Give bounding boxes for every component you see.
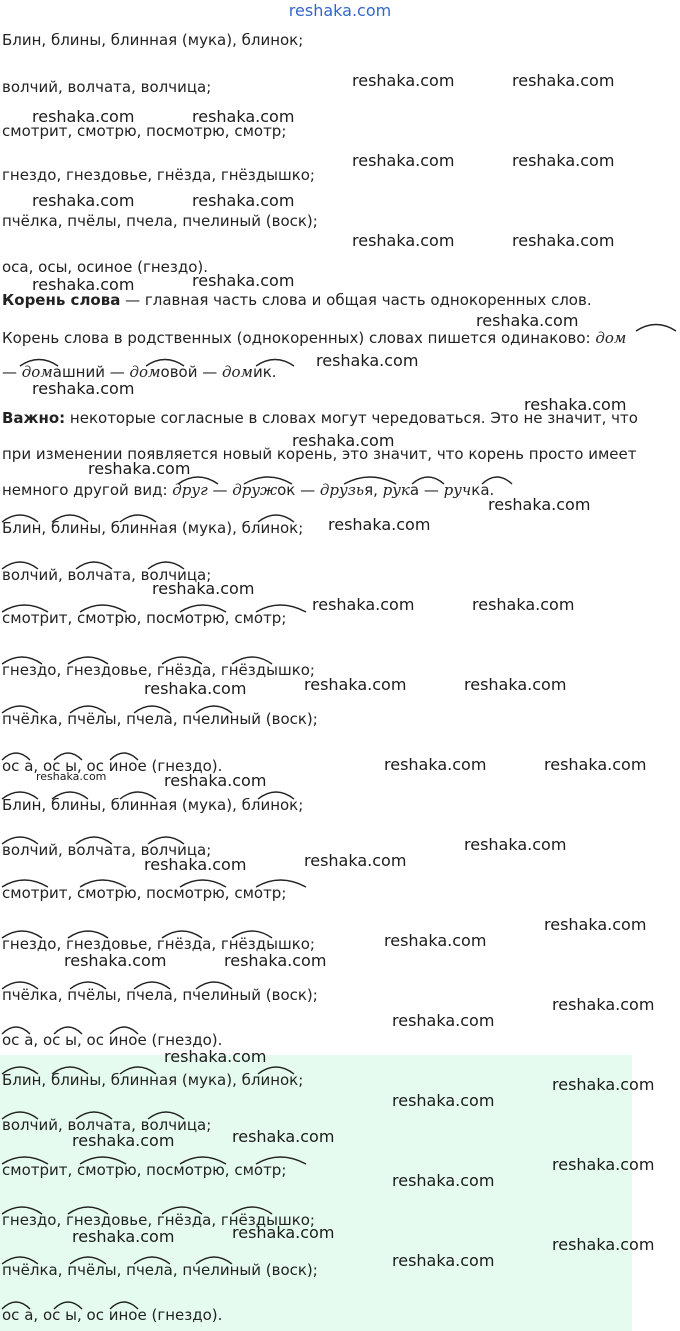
word-line: смотрит, смотрю, посмотрю, смотр; [2,884,287,902]
watermark: reshaka.com [488,495,591,514]
root-example: друг [172,481,208,499]
rule-line-1: Корень слова в родственных (однокоренных) словах пишется одинаково: дом [2,329,627,347]
root-example: дом [129,363,161,381]
watermark: reshaka.com [384,755,487,774]
word-line: гнездо, гнездовье, гнёзда, гнёздышко; [2,166,315,184]
watermark: reshaka.com [72,1131,175,1150]
watermark: reshaka.com [464,835,567,854]
watermark: reshaka.com [544,915,647,934]
word-line: гнездо, гнездовье, гнёзда, гнёздышко; [2,661,315,679]
watermark: reshaka.com [32,107,135,126]
watermark: reshaka.com [552,1075,655,1094]
watermark: reshaka.com [144,855,247,874]
watermark: reshaka.com [472,595,575,614]
word-line: гнездо, гнездовье, гнёзда, гнёздышко; [2,1211,315,1229]
important-line-2: при изменении появляется новый корень, это значит, что корень просто имеет [2,445,637,463]
watermark: reshaka.com [384,931,487,950]
watermark: reshaka.com [72,1227,175,1246]
root-example: дом [595,329,627,347]
word-line: Блин, блины, блинная (мука), блинок; [2,796,304,814]
rule-line-2: — домашний — домовой — домик. [2,363,277,381]
word-line: смотрит, смотрю, посмотрю, смотр; [2,609,287,627]
watermark: reshaka.com [544,755,647,774]
watermark: reshaka.com [32,275,135,294]
word-line: Блин, блины, блинная (мука), блинок; [2,519,304,537]
os-line: ос а, ос ы, ос иное (гнездо). [2,1031,223,1049]
word-line: смотрит, смотрю, посмотрю, смотр; [2,122,287,140]
watermark: reshaka.com [316,351,419,370]
watermark: reshaka.com [192,107,295,126]
important-label: Важно: [2,409,66,427]
word-line: пчёлка, пчёлы, пчела, пчелиный (воск); [2,212,318,230]
watermark: reshaka.com [224,951,327,970]
watermark: reshaka.com [32,191,135,210]
watermark: reshaka.com [476,311,579,330]
word-line: гнездо, гнездовье, гнёзда, гнёздышко; [2,935,315,953]
word-line: волчий, волчата, волчица; [2,566,212,584]
watermark: reshaka.com [304,675,407,694]
word-line: пчёлка, пчёлы, пчела, пчелиный (воск); [2,1261,318,1279]
watermark: reshaka.com [164,1047,267,1066]
root-example: друж [232,481,278,499]
word-line: волчий, волчата, волчица; [2,1116,212,1134]
watermark: reshaka.com [192,271,295,290]
watermark: reshaka.com [352,231,455,250]
watermark: reshaka.com [512,71,615,90]
definition-term: Корень слова [2,291,121,309]
watermark: reshaka.com [192,191,295,210]
watermark: reshaka.com [328,515,431,534]
watermark: reshaka.com [304,851,407,870]
site-title[interactable]: reshaka.com [288,1,392,20]
important-line-3: немного другой вид: друг — дружок — друзья, рука — ручка. [2,481,495,499]
watermark: reshaka.com [524,395,627,414]
watermark: reshaka.com [392,1011,495,1030]
root-example: рук [382,481,410,499]
definition-text: — главная часть слова и общая часть однокоренных слов. [120,291,592,309]
root-example: друзь [319,481,365,499]
root-example: дом [21,363,53,381]
watermark: reshaka.com [552,1235,655,1254]
watermark: reshaka.com [164,771,267,790]
watermark: reshaka.com [152,579,255,598]
watermark: reshaka.com [392,1091,495,1110]
word-line: волчий, волчата, волчица; [2,841,212,859]
watermark: reshaka.com [88,459,191,478]
os-line: ос а, ос ы, ос иное (гнездо). [2,1306,223,1324]
watermark: reshaka.com [32,379,135,398]
watermark: reshaka.com [312,595,415,614]
word-line: волчий, волчата, волчица; [2,78,212,96]
word-line: пчёлка, пчёлы, пчела, пчелиный (воск); [2,986,318,1004]
watermark: reshaka.com [292,431,395,450]
watermark: reshaka.com [36,770,107,783]
word-line: Блин, блины, блинная (мука), блинок; [2,31,304,49]
word-line: пчёлка, пчёлы, пчела, пчелиный (воск); [2,710,318,728]
watermark: reshaka.com [232,1223,335,1242]
word-line: смотрит, смотрю, посмотрю, смотр; [2,1161,287,1179]
watermark: reshaka.com [392,1171,495,1190]
watermark: reshaka.com [352,151,455,170]
watermark: reshaka.com [552,1155,655,1174]
watermark: reshaka.com [512,231,615,250]
os-line: ос а, ос ы, ос иное (гнездо). [2,757,223,775]
watermark: reshaka.com [464,675,567,694]
important-line-1: Важно: некоторые согласные в словах могут чередоваться. Это не значит, что [2,409,638,427]
watermark: reshaka.com [352,71,455,90]
watermark: reshaka.com [552,995,655,1014]
root-example: дом [222,363,253,381]
watermark: reshaka.com [392,1251,495,1270]
watermark: reshaka.com [232,1127,335,1146]
word-line: оса, осы, осиное (гнездо). [2,258,209,276]
watermark: reshaka.com [512,151,615,170]
word-line: Блин, блины, блинная (мука), блинок; [2,1071,304,1089]
watermark: reshaka.com [144,679,247,698]
watermark: reshaka.com [64,951,167,970]
root-example: руч [443,481,472,499]
